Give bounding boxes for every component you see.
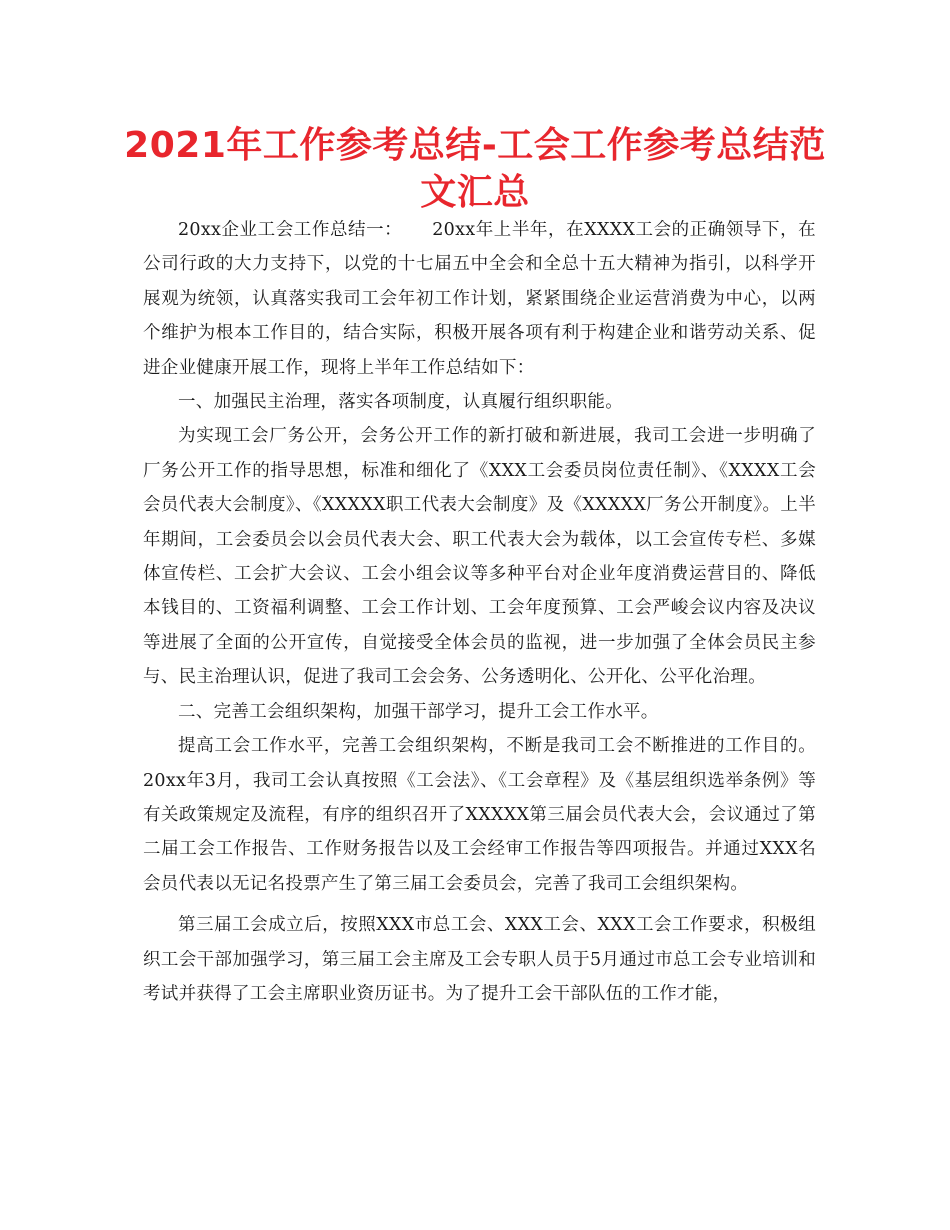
paragraph-intro xyxy=(143,213,816,385)
paragraph-text: 20xx年上半年，在XXXX工会的正确领导下，在公司行政的大力支持下，以党的十七届五中全会和全总十五大精神为指引，以科学开展观为统领，认真落实我司工会年初工作计划，紧紧围绕企业运营消费为中心，以两个维护为根本工作目的，结合实际，积极开展各项有利于构建企业和谐劳动关系、促进企业健康开展工作，现将上半年工作总结如下： xyxy=(143,220,816,378)
section-heading-1: 一、加强民主治理，落实各项制度，认真履行组织职能。 xyxy=(178,392,623,413)
paragraph: 为实现工会厂务公开，会务公开工作的新打破和新进展，我司工会进一步明确了厂务公开工作的指导思想，标准和细化了《XXX工会委员岗位责任制》、《XXXX工会会员代表大会制度》、《XXXXX职工代表大会制度》及《XXXXX厂务公开制度》。上半年期间，工会委员会以会员代表大会、职工代表大会为载体，以工会宣传专栏、多媒体宣传栏、工会扩大会议、工会小组会议等多种平台对企业年度消费运营目的、降低本钱目的、工资福利调整、工会工作计划、工会年度预算、工会严峻会议内容及决议等进展了全面的公开宣传，自觉接受全体会员的监视，进一步加强了全体会员民主参与、民主治理认识，促进了我司工会会务、公务透明化、公开化、公平化治理。 xyxy=(143,426,816,688)
paragraph-lead: 20xx企业工会工作总结一： xyxy=(178,220,403,240)
document-body xyxy=(143,213,816,1011)
section-heading-2: 二、完善工会组织架构，加强干部学习，提升工会工作水平。 xyxy=(178,701,659,722)
paragraph: 提高工会工作水平，完善工会组织架构，不断是我司工会不断推进的工作目的。20xx年3月，我司工会认真按照《工会法》、《工会章程》及《基层组织选举条例》等有关政策规定及流程，有序的组织召开了XXXXX第三届会员代表大会，会议通过了第二届工会工作报告、工作财务报告以及工会经审工作报告等四项报告。并通过XXX名会员代表以无记名投票产生了第三届工会委员会，完善了我司工会组织架构。 xyxy=(143,736,816,894)
document-title: 2021年工作参考总结-工会工作参考总结范文汇总 xyxy=(124,125,826,213)
paragraph: 第三届工会成立后，按照XXX市总工会、XXX工会、XXX工会工作要求，积极组织工会干部加强学习，第三届工会主席及工会专职人员于5月通过市总工会专业培训和考试并获得了工会主席职业资历证书。为了提升工会干部队伍的工作才能， xyxy=(143,915,816,1004)
